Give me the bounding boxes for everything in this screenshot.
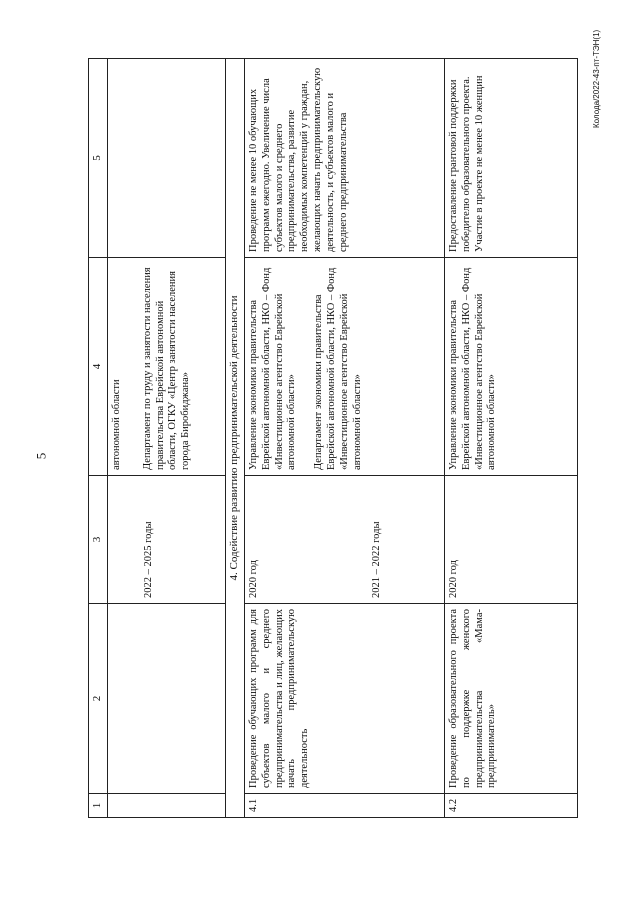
document-code-text: Колода/2022-43-пт-ТЭН(1) [592,29,601,128]
cont-result [108,59,226,258]
page-number: 5 [33,452,49,460]
row-number: 4.2 [445,794,578,818]
cont-executor-b: Департамент по труду и занятости населения правительства Еврейской автономной области, ОГКУ «Центр занятости населения города Биробиджана» [141,267,192,470]
section-title: 4. Содействие развитию предпринимательской деятельности [226,59,245,818]
section-row [226,59,245,818]
table-row [445,59,578,818]
header-col-5: 5 [89,59,108,258]
cont-num [108,794,226,818]
table-row [245,59,445,818]
row-period [245,476,445,604]
header-col-3: 3 [89,476,108,604]
table-row-continued [108,59,226,818]
row-result: Предоставление грантовой поддержки победителю образовательного проекта. Участие в проекте не менее 10 женщин [445,59,578,258]
cont-name [108,604,226,794]
row-measure: Проведение образовательного проекта по поддержке женского предпринимательства «Мама-предприниматель» [445,604,578,794]
row-period: 2020 год [445,476,578,604]
measures-table [88,58,578,818]
row-executor-a: Управление экономики правительства Еврейской автономной области, НКО – Фонд «Инвестиционное агентство Еврейской автономной области» [248,267,298,470]
rotated-table-wrapper [88,58,578,818]
header-row [89,59,108,818]
row-period-b: 2021 – 2022 годы [370,521,382,598]
row-executor [245,258,445,476]
row-executor-b: Департамент экономики правительства Еврейской автономной области, НКО – Фонд «Инвестиционное агентство Еврейской автономной области» [313,267,363,470]
row-number: 4.1 [245,794,445,818]
row-result: Проведение не менее 10 обучающих программ ежегодно. Увеличение числа субъектов малого и среднего предпринимательства, развитие необходимых компетенций у граждан, желающих начать предпринимательскую деятельность, и субъектов малого и среднего предпринимательства [245,59,445,258]
header-col-1: 1 [89,794,108,818]
cont-period [108,476,226,604]
header-col-2: 2 [89,604,108,794]
cont-period-text: 2022 – 2025 годы [143,521,154,598]
cont-executor-a: автономной области [111,379,122,470]
document-code [592,29,602,138]
row-measure: Проведение обучающих программ для субъектов малого и среднего предпринимательства и лиц, желающих начать предпринимательскую деятельность [245,604,445,794]
cont-executor [108,258,226,476]
row-period-a: 2020 год [248,560,259,598]
header-col-4: 4 [89,258,108,476]
row-executor: Управление экономики правительства Еврейской автономной области, НКО – Фонд «Инвестиционное агентство Еврейской автономной области» [445,258,578,476]
